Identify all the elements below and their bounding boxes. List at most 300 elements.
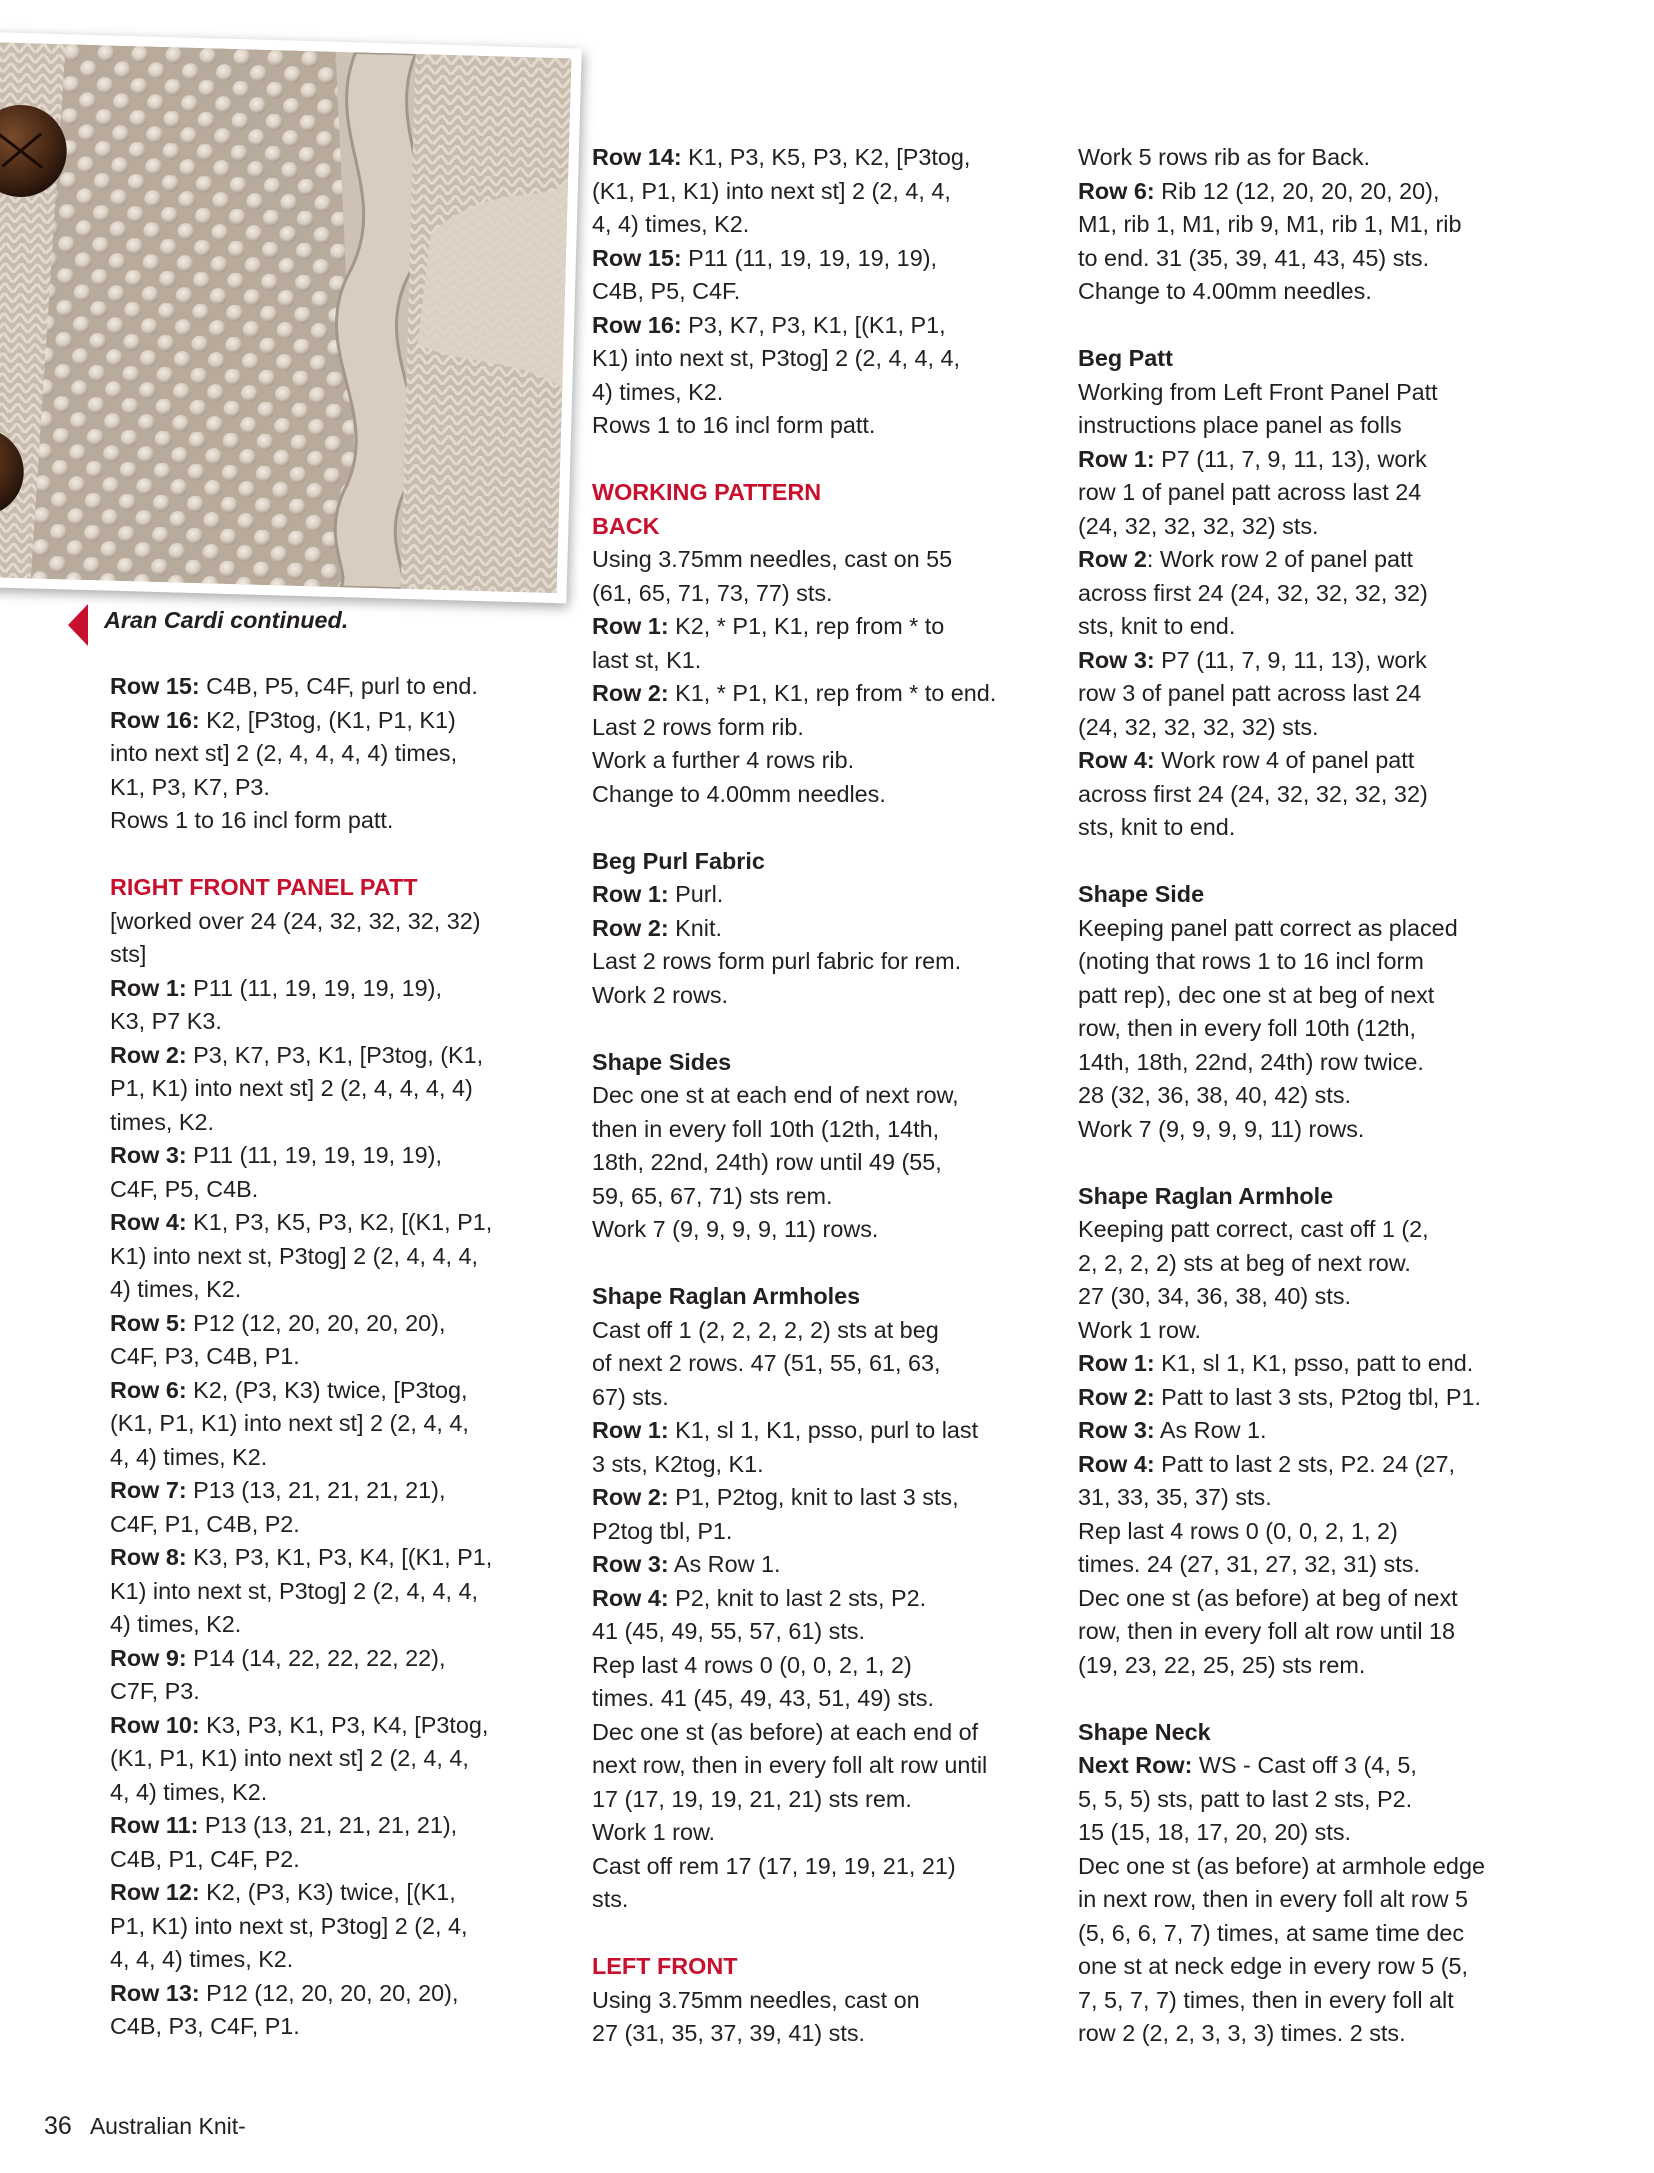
row-label: Row 1: [592,881,669,907]
text-line [110,1910,580,1944]
row-text: (19, 23, 22, 25, 25) sts rem. [1078,1651,1366,1678]
row-text: P12 (12, 20, 20, 20, 20), [199,1979,459,2006]
text-line [592,1347,1054,1381]
text-line [592,1682,1054,1716]
spacer [1078,845,1548,879]
row-text: Dec one st (as before) at beg of next [1078,1584,1458,1611]
row-text: K1) into next st, P3tog] 2 (2, 4, 4, 4, [110,1242,478,1269]
row-text: 4, 4) times, K2. [110,1778,268,1805]
text-line [110,1642,580,1676]
text-line [1078,476,1548,510]
text-line [1078,376,1548,410]
row-label: Row 6: [110,1376,187,1403]
row-text: (K1, P1, K1) into next st] 2 (2, 4, 4, [592,177,951,204]
row-label: Row 3: [1078,646,1155,673]
text-line [1078,1816,1548,1850]
row-text: sts] [110,941,147,967]
row-text: (24, 32, 32, 32, 32) sts. [1078,713,1319,740]
row-label: Row 1: [110,974,187,1001]
text-line [592,309,1054,343]
row-text: C4B, P1, C4F, P2. [110,1845,300,1872]
row-text: Work a further 4 rows rib. [592,747,855,773]
text-line [592,141,1054,175]
text-line [1078,141,1548,175]
text-line [1078,1012,1548,1046]
row-text: WS - Cast off 3 (4, 5, [1192,1752,1417,1778]
red-triangle-icon [68,604,88,646]
row-label: Row 3: [110,1142,187,1168]
text-line [110,1407,580,1441]
text-line [110,1608,580,1642]
section-heading: BACK [592,512,660,539]
text-line [110,804,580,838]
text-line [592,1548,1054,1582]
row-text: P11 (11, 19, 19, 19, 19), [186,1142,442,1168]
row-text: Using 3.75mm needles, cast on [592,1986,920,2013]
row-text: K1, P3, K5, P3, K2, [(K1, P1, [186,1209,493,1235]
continued-label: Aran Cardi continued. [104,607,349,633]
row-label: Row 3: [1078,1417,1155,1443]
row-label: Row 1: [592,1417,669,1443]
text-line [592,1113,1054,1147]
row-text: 15 (15, 18, 17, 20, 20) sts. [1078,1819,1352,1845]
text-line [110,1005,580,1039]
row-text: one st at neck edge in every row 5 (5, [1078,1953,1469,1979]
row-text: 7, 5, 7, 7) times, then in every foll alt [1078,1986,1454,2013]
row-text: row 2 (2, 2, 3, 3, 3) times. 2 sts. [1078,2020,1406,2046]
row-text: P3, K7, P3, K1, [P3tog, (K1, [186,1041,484,1068]
row-text: sts, knit to end. [1078,814,1236,840]
row-text: times. 24 (27, 31, 27, 32, 31) sts. [1078,1551,1420,1577]
row-label: Row 4: [110,1209,187,1235]
text-line [1078,711,1548,745]
row-text: 5, 5, 5) sts, patt to last 2 sts, P2. [1078,1785,1413,1812]
text-line [110,1173,580,1207]
text-line [1078,1783,1548,1817]
row-text: 2, 2, 2, 2) sts at beg of next row. [1078,1249,1411,1276]
row-label: Row 8: [110,1544,187,1570]
text-line [110,1776,580,1810]
row-text: C4B, P5, C4F, purl to end. [199,673,478,699]
row-label: Row 11: [110,1812,199,1838]
text-line [1078,1314,1548,1348]
text-line [1078,543,1548,577]
text-line [592,1515,1054,1549]
column-3 [1078,141,1548,2051]
text-line [1078,677,1548,711]
row-text: instructions place panel as folls [1078,412,1402,438]
row-text: Cast off 1 (2, 2, 2, 2, 2) sts at beg [592,1316,939,1343]
row-text: times, K2. [110,1108,214,1135]
text-line [1078,1280,1548,1314]
text-line [1078,1414,1548,1448]
row-text: K1, * P1, K1, rep from * to end. [668,680,997,706]
text-line [592,711,1054,745]
row-text: : Work row 2 of panel patt [1146,546,1413,572]
spacer [592,1012,1054,1046]
row-text: row 3 of panel patt across last 24 [1078,680,1422,706]
knit-texture-image [0,42,571,593]
row-label: Row 12: [110,1879,200,1905]
text-line [1078,912,1548,946]
text-line [592,1582,1054,1616]
text-line [592,778,1054,812]
text-line [592,577,1054,611]
section-heading: LEFT FRONT [592,1953,738,1979]
text-line [592,744,1054,778]
text-line [110,1876,580,1910]
text-line [110,1943,580,1977]
row-text: Keeping panel patt correct as placed [1078,914,1458,941]
row-label: Row 6: [1078,177,1155,204]
row-text: 28 (32, 36, 38, 40, 42) sts. [1078,1082,1352,1108]
row-text: sts, knit to end. [1078,613,1236,639]
column-1 [110,670,580,2044]
row-text: Knit. [668,914,722,941]
row-label: Row 2: [1078,1383,1155,1410]
knit-swatch-photo [0,32,582,603]
row-text: Rep last 4 rows 0 (0, 0, 2, 1, 2) [592,1651,912,1678]
text-line [592,1716,1054,1750]
text-line [1078,1917,1548,1951]
row-text: row 1 of panel patt across last 24 [1078,479,1422,505]
row-text: Last 2 rows form purl fabric for rem. [592,948,962,974]
row-label: Row 1: [1078,445,1155,472]
text-line [1078,1883,1548,1917]
row-text: 4) times, K2. [110,1276,242,1302]
text-line [592,342,1054,376]
row-text: K1, sl 1, K1, psso, purl to last [668,1417,979,1443]
row-text: 4, 4) times, K2. [110,1443,268,1470]
text-line [1078,510,1548,544]
row-text: K2, * P1, K1, rep from * to [668,613,945,639]
section-heading: WORKING PATTERN [592,479,822,505]
text-line [110,1441,580,1475]
row-text: then in every foll 10th (12th, 14th, [592,1115,940,1142]
row-label: Row 9: [110,1644,187,1671]
text-line [1078,577,1548,611]
text-line [592,677,1054,711]
row-text: Work 2 rows. [592,981,729,1008]
text-line [110,1675,580,1709]
text-line [110,1541,580,1575]
text-line [110,1206,580,1240]
row-text: P1, K1) into next st] 2 (2, 4, 4, 4, 4) [110,1075,473,1101]
spacer [592,443,1054,477]
row-text: last st, K1. [592,646,702,673]
spacer [592,1917,1054,1951]
row-text: P14 (14, 22, 22, 22, 22), [186,1644,446,1671]
row-text: Work 7 (9, 9, 9, 9, 11) rows. [592,1216,879,1242]
row-text: times. 41 (45, 49, 43, 51, 49) sts. [592,1685,934,1711]
text-line [592,409,1054,443]
row-text: next row, then in every foll alt row until [592,1752,988,1778]
row-text: P1, P2tog, knit to last 3 sts, [668,1484,959,1510]
text-line [1078,1213,1548,1247]
sub-heading: Beg Purl Fabric [592,847,765,874]
row-label: Row 2: [592,680,669,706]
row-text: 31, 33, 35, 37) sts. [1078,1484,1272,1510]
row-label: Row 2: [592,914,669,941]
row-text: K3, P7 K3. [110,1008,222,1034]
text-line [110,2010,580,2044]
row-text: Rows 1 to 16 incl form patt. [592,412,876,438]
text-line [592,242,1054,276]
text-line [110,938,580,972]
text-line [592,1314,1054,1348]
row-text: P7 (11, 7, 9, 11, 13), work [1154,646,1427,673]
text-line [1078,1347,1548,1381]
row-label: Row 4: [592,1584,669,1611]
row-text: K1, P3, K5, P3, K2, [P3tog, [681,144,971,170]
text-line [592,1850,1054,1884]
row-label: Row 4: [1078,1450,1155,1477]
text-line [110,1843,580,1877]
text-line [592,1783,1054,1817]
row-text: As Row 1. [668,1551,781,1577]
text-line [110,1977,580,2011]
row-text: P12 (12, 20, 20, 20, 20), [186,1309,446,1336]
text-line [1078,979,1548,1013]
text-line [1078,175,1548,209]
row-text: Change to 4.00mm needles. [592,780,886,807]
row-text: 41 (45, 49, 55, 57, 61) sts. [592,1618,866,1644]
text-line [1078,443,1548,477]
text-line [110,1742,580,1776]
row-text: Work 7 (9, 9, 9, 9, 11) rows. [1078,1115,1365,1142]
text-line [110,1809,580,1843]
row-text: K1) into next st, P3tog] 2 (2, 4, 4, 4, [592,345,960,371]
row-text: sts. [592,1886,629,1912]
row-text: 4) times, K2. [592,378,724,405]
text-line [110,1709,580,1743]
text-line [110,1039,580,1073]
row-text: 17 (17, 19, 19, 21, 21) sts rem. [592,1785,912,1812]
row-label: Row 14: [592,144,682,170]
sub-heading: Shape Raglan Armhole [1078,1182,1334,1209]
row-text: P11 (11, 19, 19, 19, 19), [186,974,442,1001]
text-line [1078,1615,1548,1649]
text-line [110,972,580,1006]
row-text: Work 5 rows rib as for Back. [1078,144,1371,170]
text-line [592,1180,1054,1214]
sub-heading: Shape Raglan Armholes [592,1283,861,1309]
text-line [110,1340,580,1374]
sub-heading: Shape Side [1078,881,1205,907]
row-text: Dec one st (as before) at armhole edge [1078,1852,1485,1879]
text-line [592,1749,1054,1783]
row-text: Working from Left Front Panel Patt [1078,378,1438,405]
row-label: Row 15: [110,673,200,699]
row-text: 4, 4, 4) times, K2. [110,1946,294,1972]
page-footer [44,2112,246,2141]
text-line [1078,275,1548,309]
text-line [110,737,580,771]
text-line [110,1575,580,1609]
text-line [592,1615,1054,1649]
text-line [1078,945,1548,979]
text-line [1078,1381,1548,1415]
section-heading: RIGHT FRONT PANEL PATT [110,874,418,900]
text-line [592,1381,1054,1415]
row-text: 67) sts. [592,1383,669,1410]
text-line [1078,610,1548,644]
sub-heading: Beg Patt [1078,345,1173,371]
spacer [1078,1682,1548,1716]
row-text: K2, (P3, K3) twice, [(K1, [199,1879,456,1905]
text-line [592,979,1054,1013]
row-label: Row 10: [110,1711,200,1738]
row-text: C7F, P3. [110,1678,200,1704]
text-line [592,175,1054,209]
row-text: P1, K1) into next st, P3tog] 2 (2, 4, [110,1912,468,1939]
row-text: P13 (13, 21, 21, 21, 21), [186,1477,446,1503]
text-line [110,1307,580,1341]
row-label: Row 5: [110,1309,187,1336]
text-line [592,376,1054,410]
row-text: (K1, P1, K1) into next st] 2 (2, 4, 4, [110,1410,469,1436]
text-line [592,912,1054,946]
row-text: 27 (31, 35, 37, 39, 41) sts. [592,2020,866,2046]
row-text: Purl. [668,881,724,907]
row-text: 18th, 22nd, 24th) row until 49 (55, [592,1149,942,1175]
row-text: P3, K7, P3, K1, [(K1, P1, [681,311,946,338]
text-line [110,771,580,805]
row-text: K2, [P3tog, (K1, P1, K1) [199,706,456,733]
row-text: across first 24 (24, 32, 32, 32, 32) [1078,780,1428,807]
row-text: 3 sts, K2tog, K1. [592,1450,764,1477]
text-line [592,2017,1054,2051]
row-text: Dec one st at each end of next row, [592,1082,959,1108]
row-text: in next row, then in every foll alt row 5 [1078,1886,1469,1912]
text-line [592,1883,1054,1917]
row-text: K1, P3, K7, P3. [110,773,270,800]
row-label: Row 3: [592,1551,669,1577]
row-text: P7 (11, 7, 9, 11, 13), work [1154,445,1427,472]
row-text: Rib 12 (12, 20, 20, 20, 20), [1154,177,1440,204]
text-line [1078,1481,1548,1515]
row-text: (5, 6, 6, 7, 7) times, at same time dec [1078,1919,1465,1946]
row-text: C4B, P3, C4F, P1. [110,2013,300,2039]
row-label: Row 4: [1078,747,1155,773]
text-line [1078,778,1548,812]
row-text: Work row 4 of panel patt [1154,747,1415,773]
page-number: 36 [44,2112,72,2140]
text-line [110,704,580,738]
row-text: patt rep), dec one st at beg of next [1078,981,1435,1008]
text-line [110,1106,580,1140]
text-line [1078,1649,1548,1683]
magazine-name: Australian Knit- [89,2113,246,2139]
row-text: Keeping patt correct, cast off 1 (2, [1078,1216,1429,1242]
row-text: K3, P3, K1, P3, K4, [(K1, P1, [186,1544,493,1570]
row-text: 4) times, K2. [110,1611,242,1637]
row-text: 4, 4) times, K2. [592,211,750,237]
text-line [1078,744,1548,778]
text-line [1078,1950,1548,1984]
row-text: K3, P3, K1, P3, K4, [P3tog, [199,1711,489,1738]
row-label: Row 2: [110,1041,187,1068]
row-text: Change to 4.00mm needles. [1078,278,1372,304]
row-text: [worked over 24 (24, 32, 32, 32, 32) [110,907,481,934]
row-text: As Row 1. [1154,1417,1267,1443]
text-line [110,1139,580,1173]
text-line [592,208,1054,242]
text-line [592,945,1054,979]
row-text: C4F, P1, C4B, P2. [110,1510,300,1537]
column-2 [592,141,1054,2051]
text-line [592,878,1054,912]
text-line [1078,242,1548,276]
row-label: Row 16: [110,706,200,733]
row-text: Dec one st (as before) at each end of [592,1718,979,1745]
row-text: Cast off rem 17 (17, 19, 19, 21, 21) [592,1852,956,1879]
row-text: (61, 65, 71, 73, 77) sts. [592,579,833,606]
row-label: Row 13: [110,1979,200,2006]
spacer [110,838,580,872]
row-text: K1, sl 1, K1, psso, patt to end. [1154,1350,1474,1376]
text-line [592,1984,1054,2018]
text-line [110,1072,580,1106]
row-text: Using 3.75mm needles, cast on 55 [592,546,953,572]
row-text: K1) into next st, P3tog] 2 (2, 4, 4, 4, [110,1577,478,1604]
text-line [1078,1749,1548,1783]
text-line [592,1079,1054,1113]
text-line [1078,1113,1548,1147]
text-line [1078,1548,1548,1582]
text-line [1078,1079,1548,1113]
row-text: K2, (P3, K3) twice, [P3tog, [186,1376,468,1403]
text-line [1078,1984,1548,2018]
text-line [110,670,580,704]
row-label: Row 7: [110,1477,187,1503]
row-text: row, then in every foll 10th (12th, [1078,1015,1417,1041]
text-line [110,1273,580,1307]
spacer [592,811,1054,845]
row-label: Row 16: [592,311,682,338]
text-line [592,543,1054,577]
row-text: Last 2 rows form rib. [592,713,804,740]
spacer [1078,1146,1548,1180]
row-text: Patt to last 3 sts, P2tog tbl, P1. [1154,1383,1482,1410]
row-text: Rep last 4 rows 0 (0, 0, 2, 1, 2) [1078,1517,1398,1544]
row-label: Next Row: [1078,1752,1193,1778]
text-line [110,905,580,939]
row-text: across first 24 (24, 32, 32, 32, 32) [1078,579,1428,606]
row-text: 59, 65, 67, 71) sts rem. [592,1182,833,1209]
row-text: Rows 1 to 16 incl form patt. [110,807,394,833]
text-line [1078,2017,1548,2051]
text-line [592,1649,1054,1683]
text-line [592,1816,1054,1850]
text-line [1078,1582,1548,1616]
text-line [110,1508,580,1542]
text-line [1078,1046,1548,1080]
row-text: 27 (30, 34, 36, 38, 40) sts. [1078,1283,1352,1309]
text-line [110,1474,580,1508]
row-text: row, then in every foll alt row until 18 [1078,1618,1456,1644]
text-line [1078,1448,1548,1482]
row-text: P11 (11, 19, 19, 19, 19), [681,244,937,271]
text-line [110,1240,580,1274]
text-line [592,1414,1054,1448]
text-line [592,275,1054,309]
row-text: P2, knit to last 2 sts, P2. [668,1584,927,1611]
row-text: (24, 32, 32, 32, 32) sts. [1078,512,1319,539]
row-text: Work 1 row. [1078,1316,1202,1343]
row-text: Patt to last 2 sts, P2. 24 (27, [1154,1450,1456,1477]
row-text: Work 1 row. [592,1819,716,1845]
